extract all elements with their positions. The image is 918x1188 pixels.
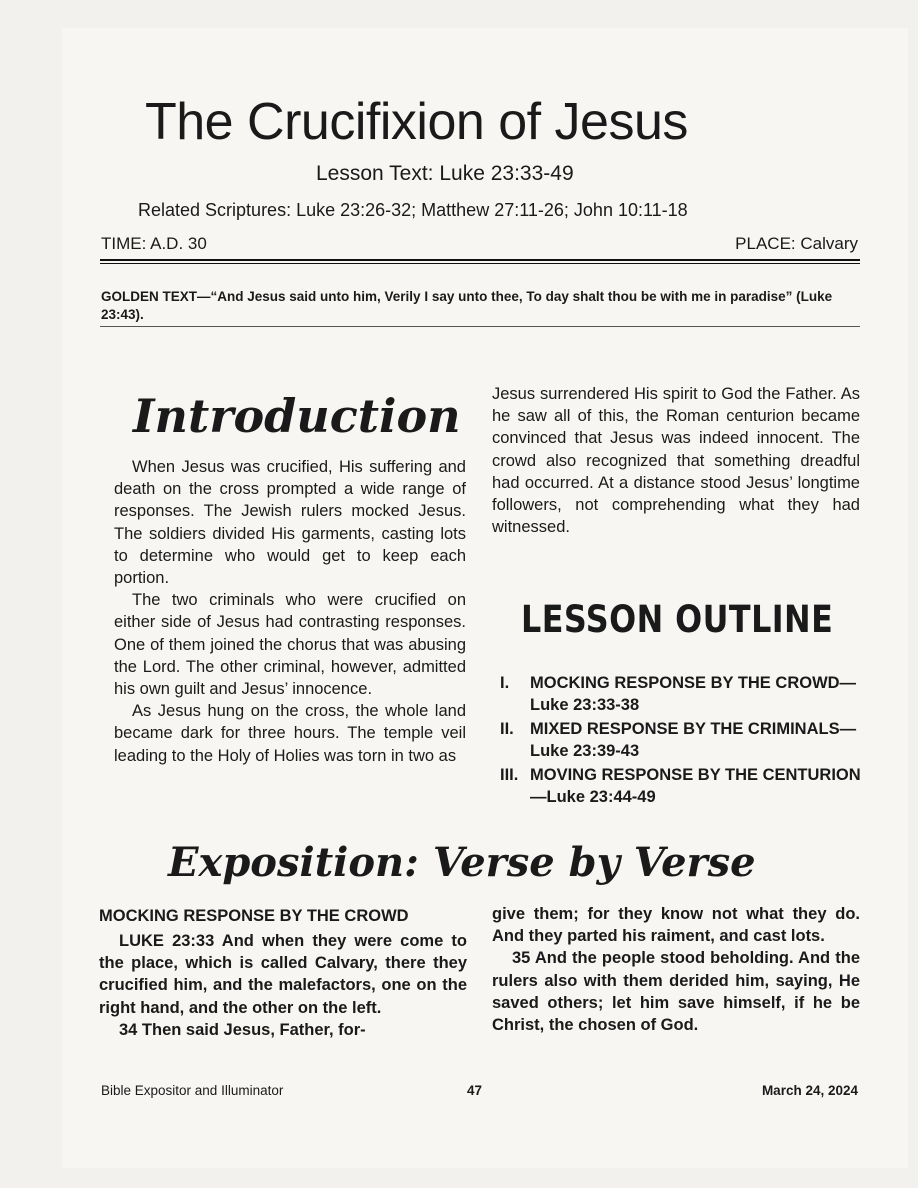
exposition-right-column: [492, 903, 860, 1036]
golden-text-quote: “And Jesus said unto him, Verily I say unto thee, To day shalt thou be with me in paradise” (Luke 23:43).: [101, 289, 833, 322]
verse: 34 Then said Jesus, Father, for-: [119, 1020, 366, 1039]
verse: give them; for they know not what they do. And they parted his raiment, and cast lots.: [492, 905, 860, 946]
outline-item: [500, 718, 865, 762]
footer-date: March 24, 2024: [761, 1083, 858, 1098]
verse: LUKE 23:33 And when they were come to the place, which is called Calvary, there they crucified him, and the malefactors, one on the right hand, and the other on the left.: [99, 932, 467, 1017]
intro-paragraph: As Jesus hung on the cross, the whole land became dark for three hours. The temple veil leading to the Holy of Holies was torn in two as: [114, 702, 466, 765]
outline-item-text: MOVING RESPONSE BY THE CENTURION—Luke 23:44-49: [530, 766, 861, 806]
place-info: PLACE: Calvary: [735, 234, 858, 253]
time-info: TIME: A.D. 30: [101, 234, 207, 253]
introduction-heading: Introduction: [133, 389, 461, 443]
introduction-right-column: [492, 383, 860, 538]
header-divider-bottom: [100, 263, 860, 264]
introduction-left-column: [114, 456, 466, 767]
footer-publication: Bible Expositor and Illuminator: [101, 1083, 284, 1098]
section-heading: MOCKING RESPONSE BY THE CROWD: [99, 907, 409, 925]
outline-item: [500, 672, 865, 716]
related-scriptures: Related Scriptures: Luke 23:26-32; Matthew 27:11-26; John 10:11-18: [138, 200, 688, 220]
outline-item-text: MIXED RESPONSE BY THE CRIMINALS—Luke 23:39-43: [530, 720, 857, 760]
lesson-text: Lesson Text: Luke 23:33-49: [316, 162, 574, 185]
outline-item-number: I.: [500, 674, 510, 692]
outline-item-text: MOCKING RESPONSE BY THE CROWD—Luke 23:33-38: [530, 674, 857, 714]
golden-text-divider: [100, 326, 860, 327]
lesson-outline-list: [500, 672, 865, 810]
header-divider-top: [100, 259, 860, 261]
footer-page-number: 47: [467, 1083, 483, 1098]
exposition-heading: Exposition: Verse by Verse: [168, 839, 756, 886]
page-title: The Crucifixion of Jesus: [145, 93, 688, 151]
outline-item-number: III.: [500, 766, 519, 784]
intro-paragraph: When Jesus was crucified, His suffering and death on the cross prompted a wide range of responses. The Jewish rulers mocked Jesus. The soldiers divided His garments, casting lots to determine who would get to keep each portion.: [114, 458, 466, 588]
verse: 35 And the people stood beholding. And the rulers also with them derided him, saying, He saved others; let him save himself, if he be Christ, the chosen of God.: [492, 949, 860, 1035]
outline-item: [500, 764, 865, 808]
intro-paragraph: Jesus surrendered His spirit to God the Father. As he saw all of this, the Roman centurion became convinced that Jesus was indeed innocent. The crowd also recognized that something dreadful had occurred. At a distance stood Jesus’ longtime followers, not comprehending what they had witnessed.: [492, 385, 860, 537]
intro-paragraph: The two criminals who were crucified on either side of Jesus had contrasting responses. One of them joined the chorus that was abusing the Lord. The other criminal, however, admitted his own guilt and Jesus’ innocence.: [114, 591, 466, 699]
outline-item-number: II.: [500, 720, 514, 738]
golden-text: [101, 288, 861, 324]
exposition-left-column: [99, 906, 467, 1041]
golden-text-label: GOLDEN TEXT—: [101, 289, 211, 304]
lesson-outline-heading: LESSON OUTLINE: [521, 598, 834, 641]
